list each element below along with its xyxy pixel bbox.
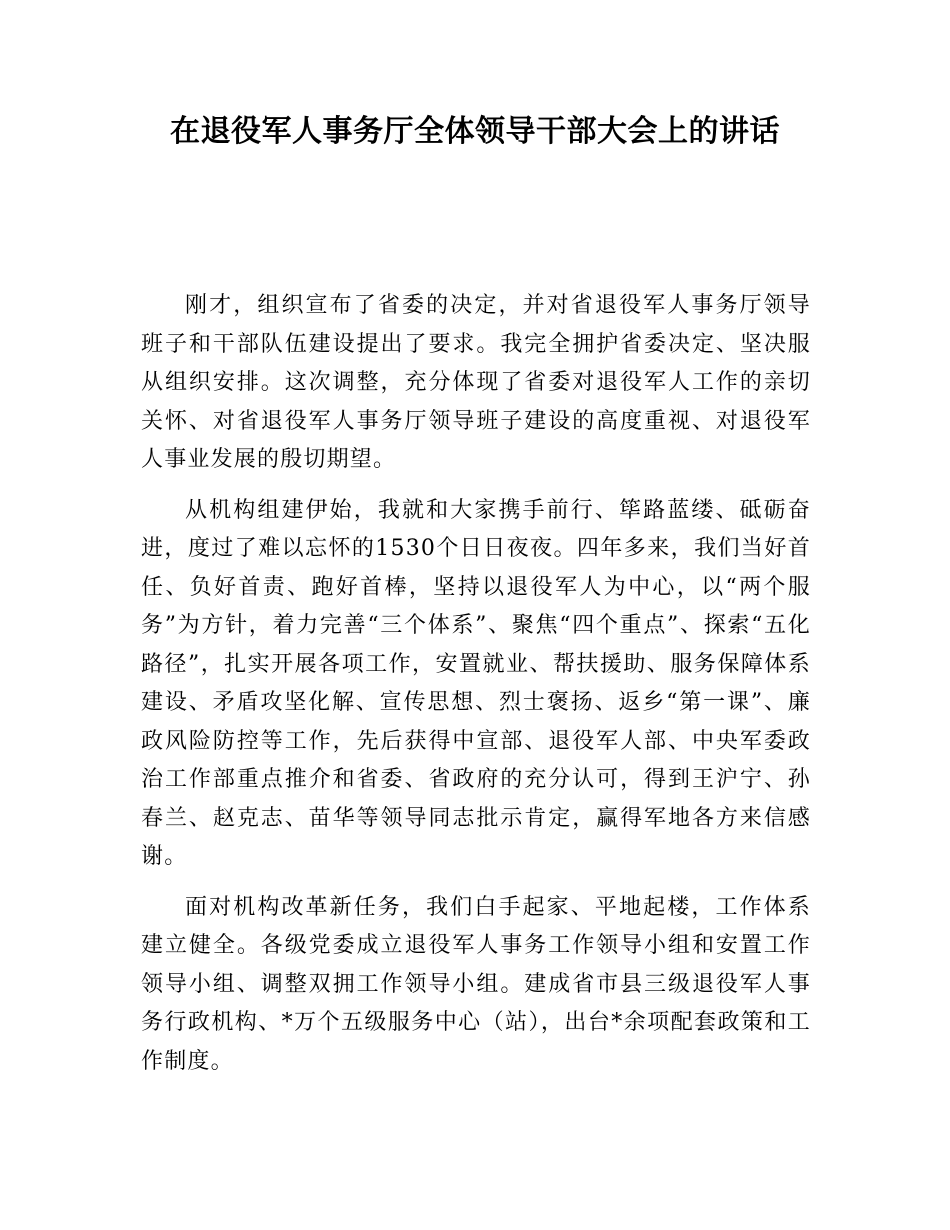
paragraph-3: 面对机构改革新任务，我们白手起家、平地起楼，工作体系建立健全。各级党委成立退役军人事务工作领导小组和安置工作领导小组、调整双拥工作领导小组。建成省市县三级退役军人事务行政机构、*万个五级服务中心（站），出台*余项配套政策和工作制度。: [141, 894, 811, 1074]
paragraph-2: 从机构组建伊始，我就和大家携手前行、筚路蓝缕、砥砺奋进，度过了难以忘怀的1530个日日夜夜。四年多来，我们当好首任、负好首责、跑好首棒，坚持以退役军人为中心，以“两个服务”为方针，着力完善“三个体系”、聚焦“四个重点”、探索“五化路径”，扎实开展各项工作，安置就业、帮扶援助、服务保障体系建设、矛盾攻坚化解、宣传思想、烈士褒扬、返乡“第一课”、廉政风险防控等工作，先后获得中宣部、退役军人部、中央军委政治工作部重点推介和省委、省政府的充分认可，得到王沪宁、孙春兰、赵克志、苗华等领导同志批示肯定，赢得军地各方来信感谢。: [141, 497, 811, 869]
document-body: [141, 287, 811, 1093]
paragraph-1: 刚才，组织宣布了省委的决定，并对省退役军人事务厅领导班子和干部队伍建设提出了要求。我完全拥护省委决定、坚决服从组织安排。这次调整，充分体现了省委对退役军人工作的亲切关怀、对省退役军人事务厅领导班子建设的高度重视、对退役军人事业发展的殷切期望。: [141, 293, 811, 472]
document-title: 在退役军人事务厅全体领导干部大会上的讲话: [170, 114, 780, 149]
